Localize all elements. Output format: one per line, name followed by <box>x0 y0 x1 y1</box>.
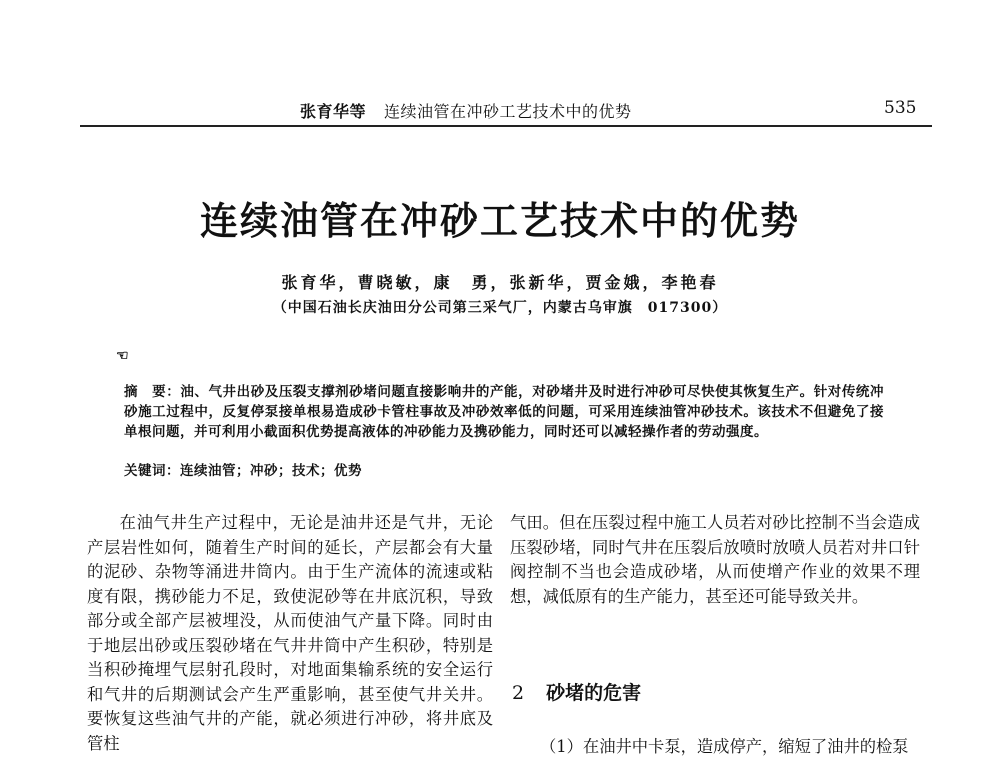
article-title: 连续油管在冲砂工艺技术中的优势 <box>199 198 800 243</box>
page-number: 535 <box>884 98 917 118</box>
running-head-title: 连续油管在冲砂工艺技术中的优势 <box>384 102 632 121</box>
body-paragraph-intro: 在油气井生产过程中，无论是油井还是气井，无论产层岩性如何，随着生产时间的延长，产层都会有大量的泥砂、杂物等涌进井筒内。由于生产流体的流速或粘度有限，携砂能力不足，致使泥砂等在井底沉积，导致部分或全部产层被埋没，从而使油气产量下降。同时由于地层出砂或压裂砂堵在气井井筒中产生积砂，特别是当积砂掩埋气层射孔段时，对地面集输系统的安全运行和气井的后期测试会产生严重影响，甚至使气井关井。要恢复这些油气井的产能，就必须进行冲砂，将井底及管柱 <box>87 513 493 753</box>
scan-mark: ☜ <box>116 348 129 364</box>
left-column <box>87 511 493 756</box>
running-head <box>300 99 632 122</box>
abstract-text: 油、气井出砂及压裂支撑剂砂堵问题直接影响井的产能，对砂堵井及时进行冲砂可尽快使其恢复生产。针对传统冲砂施工过程中，反复停泵接单根易造成砂卡管柱事故及冲砂效率低的问题，可采用连续油管冲砂技术。该技术不但避免了接单根问题，并可利用小截面积优势提高液体的冲砂能力及携砂能力，同时还可以减轻操作者的劳动强度。 <box>124 384 885 440</box>
section-heading <box>512 678 641 705</box>
abstract <box>124 382 884 442</box>
right-column <box>510 511 920 609</box>
keywords-label: 关键词： <box>124 463 180 479</box>
section-number: 2 <box>512 682 525 704</box>
running-head-authors: 张育华等 <box>300 102 367 121</box>
body-paragraph-continued: 气田。但在压裂过程中施工人员若对砂比控制不当会造成压裂砂堵，同时气井在压裂后放喷时放喷人员若对井口针阀控制不当也会造成砂堵，从而使增产作业的效果不理想，减低原有的生产能力，甚至还可能导致关井。 <box>510 513 920 606</box>
keywords-text: 连续油管；冲砂；技术；优势 <box>180 463 362 479</box>
abstract-label: 摘 要： <box>124 384 181 400</box>
keywords <box>124 459 884 479</box>
header-rule <box>80 125 932 127</box>
affiliation: （中国石油长庆油田分公司第三采气厂，内蒙古乌审旗 017300） <box>272 300 728 316</box>
list-item: （1）在油井中卡泵，造成停产，缩短了油井的检泵 <box>540 737 909 756</box>
author-list: 张育华，曹晓敏，康 勇，张新华，贾金娥，李艳春 <box>281 273 719 292</box>
section-title: 砂堵的危害 <box>546 682 642 704</box>
